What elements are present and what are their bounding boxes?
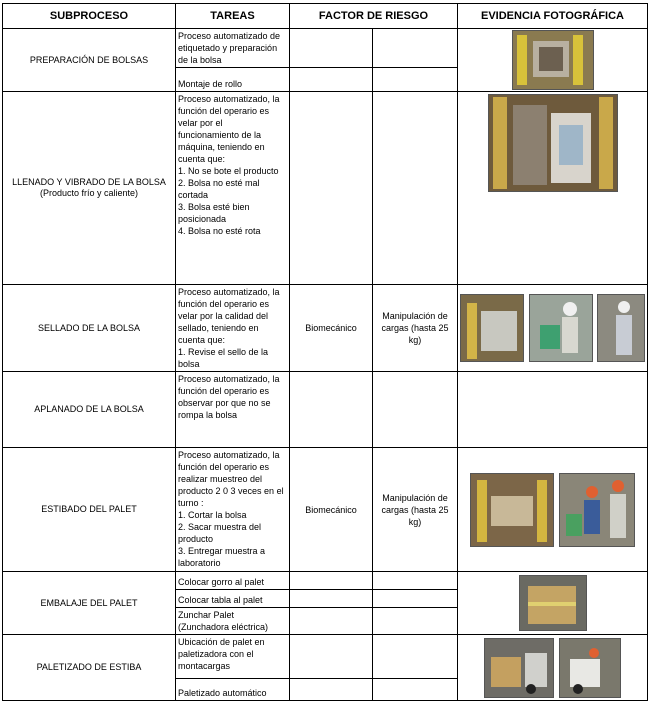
tarea-line: 2. Sacar muestra del	[178, 522, 262, 532]
factor-cell	[290, 372, 373, 448]
forklift-photo	[559, 638, 621, 698]
tarea-line: funcionamiento de la	[178, 130, 262, 140]
manipulacion-cell	[373, 608, 458, 635]
tarea-line: 4. Bolsa no esté rota	[178, 226, 261, 236]
tarea-line: realizar muestreo del	[178, 474, 263, 484]
tarea-cell: Proceso automatizado de etiquetado y preparación de la bolsa	[176, 29, 290, 68]
tarea-line: máquina, teniendo en	[178, 142, 265, 152]
table-row	[3, 448, 648, 572]
tarea-cell	[176, 448, 290, 572]
manipulacion-cell	[373, 590, 458, 608]
factor-cell	[290, 679, 373, 701]
operator-photo	[529, 294, 593, 362]
manipulacion-cell	[373, 29, 458, 68]
operator-photo	[559, 473, 635, 547]
tarea-line: cuenta que:	[178, 154, 226, 164]
risk-matrix	[2, 3, 648, 701]
factor-cell	[290, 68, 373, 92]
tarea-line: cuenta que:	[178, 335, 226, 345]
table-row	[3, 92, 648, 285]
tarea-line: laboratorio	[178, 558, 221, 568]
evidence-cell	[458, 372, 648, 448]
subproceso-cell: SELLADO DE LA BOLSA	[3, 285, 176, 372]
evidence-cell	[458, 448, 648, 572]
table-row	[3, 572, 648, 590]
palet-photo	[470, 473, 554, 547]
tarea-line: función del operario es	[178, 462, 270, 472]
subproceso-cell	[3, 92, 176, 285]
tarea-line: Proceso automatizado, la	[178, 374, 280, 384]
factor-cell: Biomecánico	[290, 448, 373, 572]
tarea-line: Proceso automatizado, la	[178, 287, 280, 297]
tarea-cell: Colocar gorro al palet	[176, 572, 290, 590]
tarea-line: velar por la calidad del	[178, 311, 269, 321]
manipulacion-cell	[373, 68, 458, 92]
tarea-line: función del operario es	[178, 386, 270, 396]
header-subproceso: SUBPROCESO	[3, 4, 176, 29]
subproceso-cell: EMBALAJE DEL PALET	[3, 572, 176, 635]
manipulacion-cell: Manipulación de cargas (hasta 25 kg)	[373, 285, 458, 372]
tarea-cell	[176, 372, 290, 448]
evidence-cell	[458, 92, 648, 285]
subproceso-cell: PREPARACIÓN DE BOLSAS	[3, 29, 176, 92]
tarea-line: Proceso automatizado, la	[178, 450, 280, 460]
tarea-line: función del operario es	[178, 106, 270, 116]
table-row	[3, 635, 648, 679]
tarea-line: 3. Bolsa esté bien	[178, 202, 250, 212]
tarea-cell	[176, 285, 290, 372]
subproceso-cell: PALETIZADO DE ESTIBA	[3, 635, 176, 701]
tarea-line: Proceso automatizado, la	[178, 94, 280, 104]
factor-cell	[290, 29, 373, 68]
subproceso-cell: APLANADO DE LA BOLSA	[3, 372, 176, 448]
tarea-line: 1. Revise el sello de la	[178, 347, 269, 357]
manipulacion-cell	[373, 635, 458, 679]
evidence-cell	[458, 29, 648, 92]
manipulacion-cell	[373, 572, 458, 590]
tarea-line: bolsa	[178, 359, 200, 369]
operator-photo	[597, 294, 645, 362]
subproceso-cell: ESTIBADO DEL PALET	[3, 448, 176, 572]
subproceso-subtitle: (Producto frío y caliente)	[39, 188, 139, 198]
tarea-line: cortada	[178, 190, 209, 200]
bag-machine-photo	[512, 30, 594, 90]
sealing-photo	[460, 294, 524, 362]
process-table	[2, 3, 648, 701]
manipulacion-cell	[373, 679, 458, 701]
manipulacion-cell: Manipulación de cargas (hasta 25 kg)	[373, 448, 458, 572]
tarea-line: producto	[178, 534, 214, 544]
header-factor: FACTOR DE RIESGO	[290, 4, 458, 29]
manipulacion-cell	[373, 92, 458, 285]
header-row	[3, 4, 648, 29]
evidence-cell	[458, 635, 648, 701]
tarea-line: 3. Entregar muestra a	[178, 546, 266, 556]
tarea-cell	[176, 92, 290, 285]
table-row	[3, 285, 648, 372]
header-evidencia: EVIDENCIA FOTOGRÁFICA	[458, 4, 648, 29]
tarea-line: producto 2 0 3 veces en el	[178, 486, 284, 496]
tarea-line: 2. Bolsa no esté mal	[178, 178, 260, 188]
factor-cell	[290, 635, 373, 679]
factor-cell: Biomecánico	[290, 285, 373, 372]
tarea-line: sellado, teniendo en	[178, 323, 259, 333]
tarea-line: velar por el	[178, 118, 223, 128]
table-row	[3, 372, 648, 448]
forklift-photo	[484, 638, 554, 698]
header-tareas: TAREAS	[176, 4, 290, 29]
subproceso-title: LLENADO Y VIBRADO DE LA BOLSA	[12, 177, 166, 187]
tarea-line: 1. No se bote el producto	[178, 166, 279, 176]
tarea-line: posicionada	[178, 214, 227, 224]
table-row	[3, 29, 648, 68]
tarea-line: turno :	[178, 498, 204, 508]
tarea-line: 1. Cortar la bolsa	[178, 510, 247, 520]
factor-cell	[290, 608, 373, 635]
tarea-line: función del operario es	[178, 299, 270, 309]
tarea-cell: Montaje de rollo	[176, 68, 290, 92]
evidence-cell	[458, 572, 648, 635]
tarea-line: rompa la bolsa	[178, 410, 238, 420]
filling-machine-photo	[488, 94, 618, 192]
tarea-cell: Zunchar Palet (Zunchadora eléctrica)	[176, 608, 290, 635]
evidence-cell	[458, 285, 648, 372]
tarea-cell: Colocar tabla al palet	[176, 590, 290, 608]
tarea-cell: Ubicación de palet en paletizadora con el montacargas	[176, 635, 290, 679]
factor-cell	[290, 572, 373, 590]
factor-cell	[290, 92, 373, 285]
tarea-cell: Paletizado automático	[176, 679, 290, 701]
tarea-line: observar por que no se	[178, 398, 271, 408]
manipulacion-cell	[373, 372, 458, 448]
factor-cell	[290, 590, 373, 608]
palet-photo	[519, 575, 587, 631]
